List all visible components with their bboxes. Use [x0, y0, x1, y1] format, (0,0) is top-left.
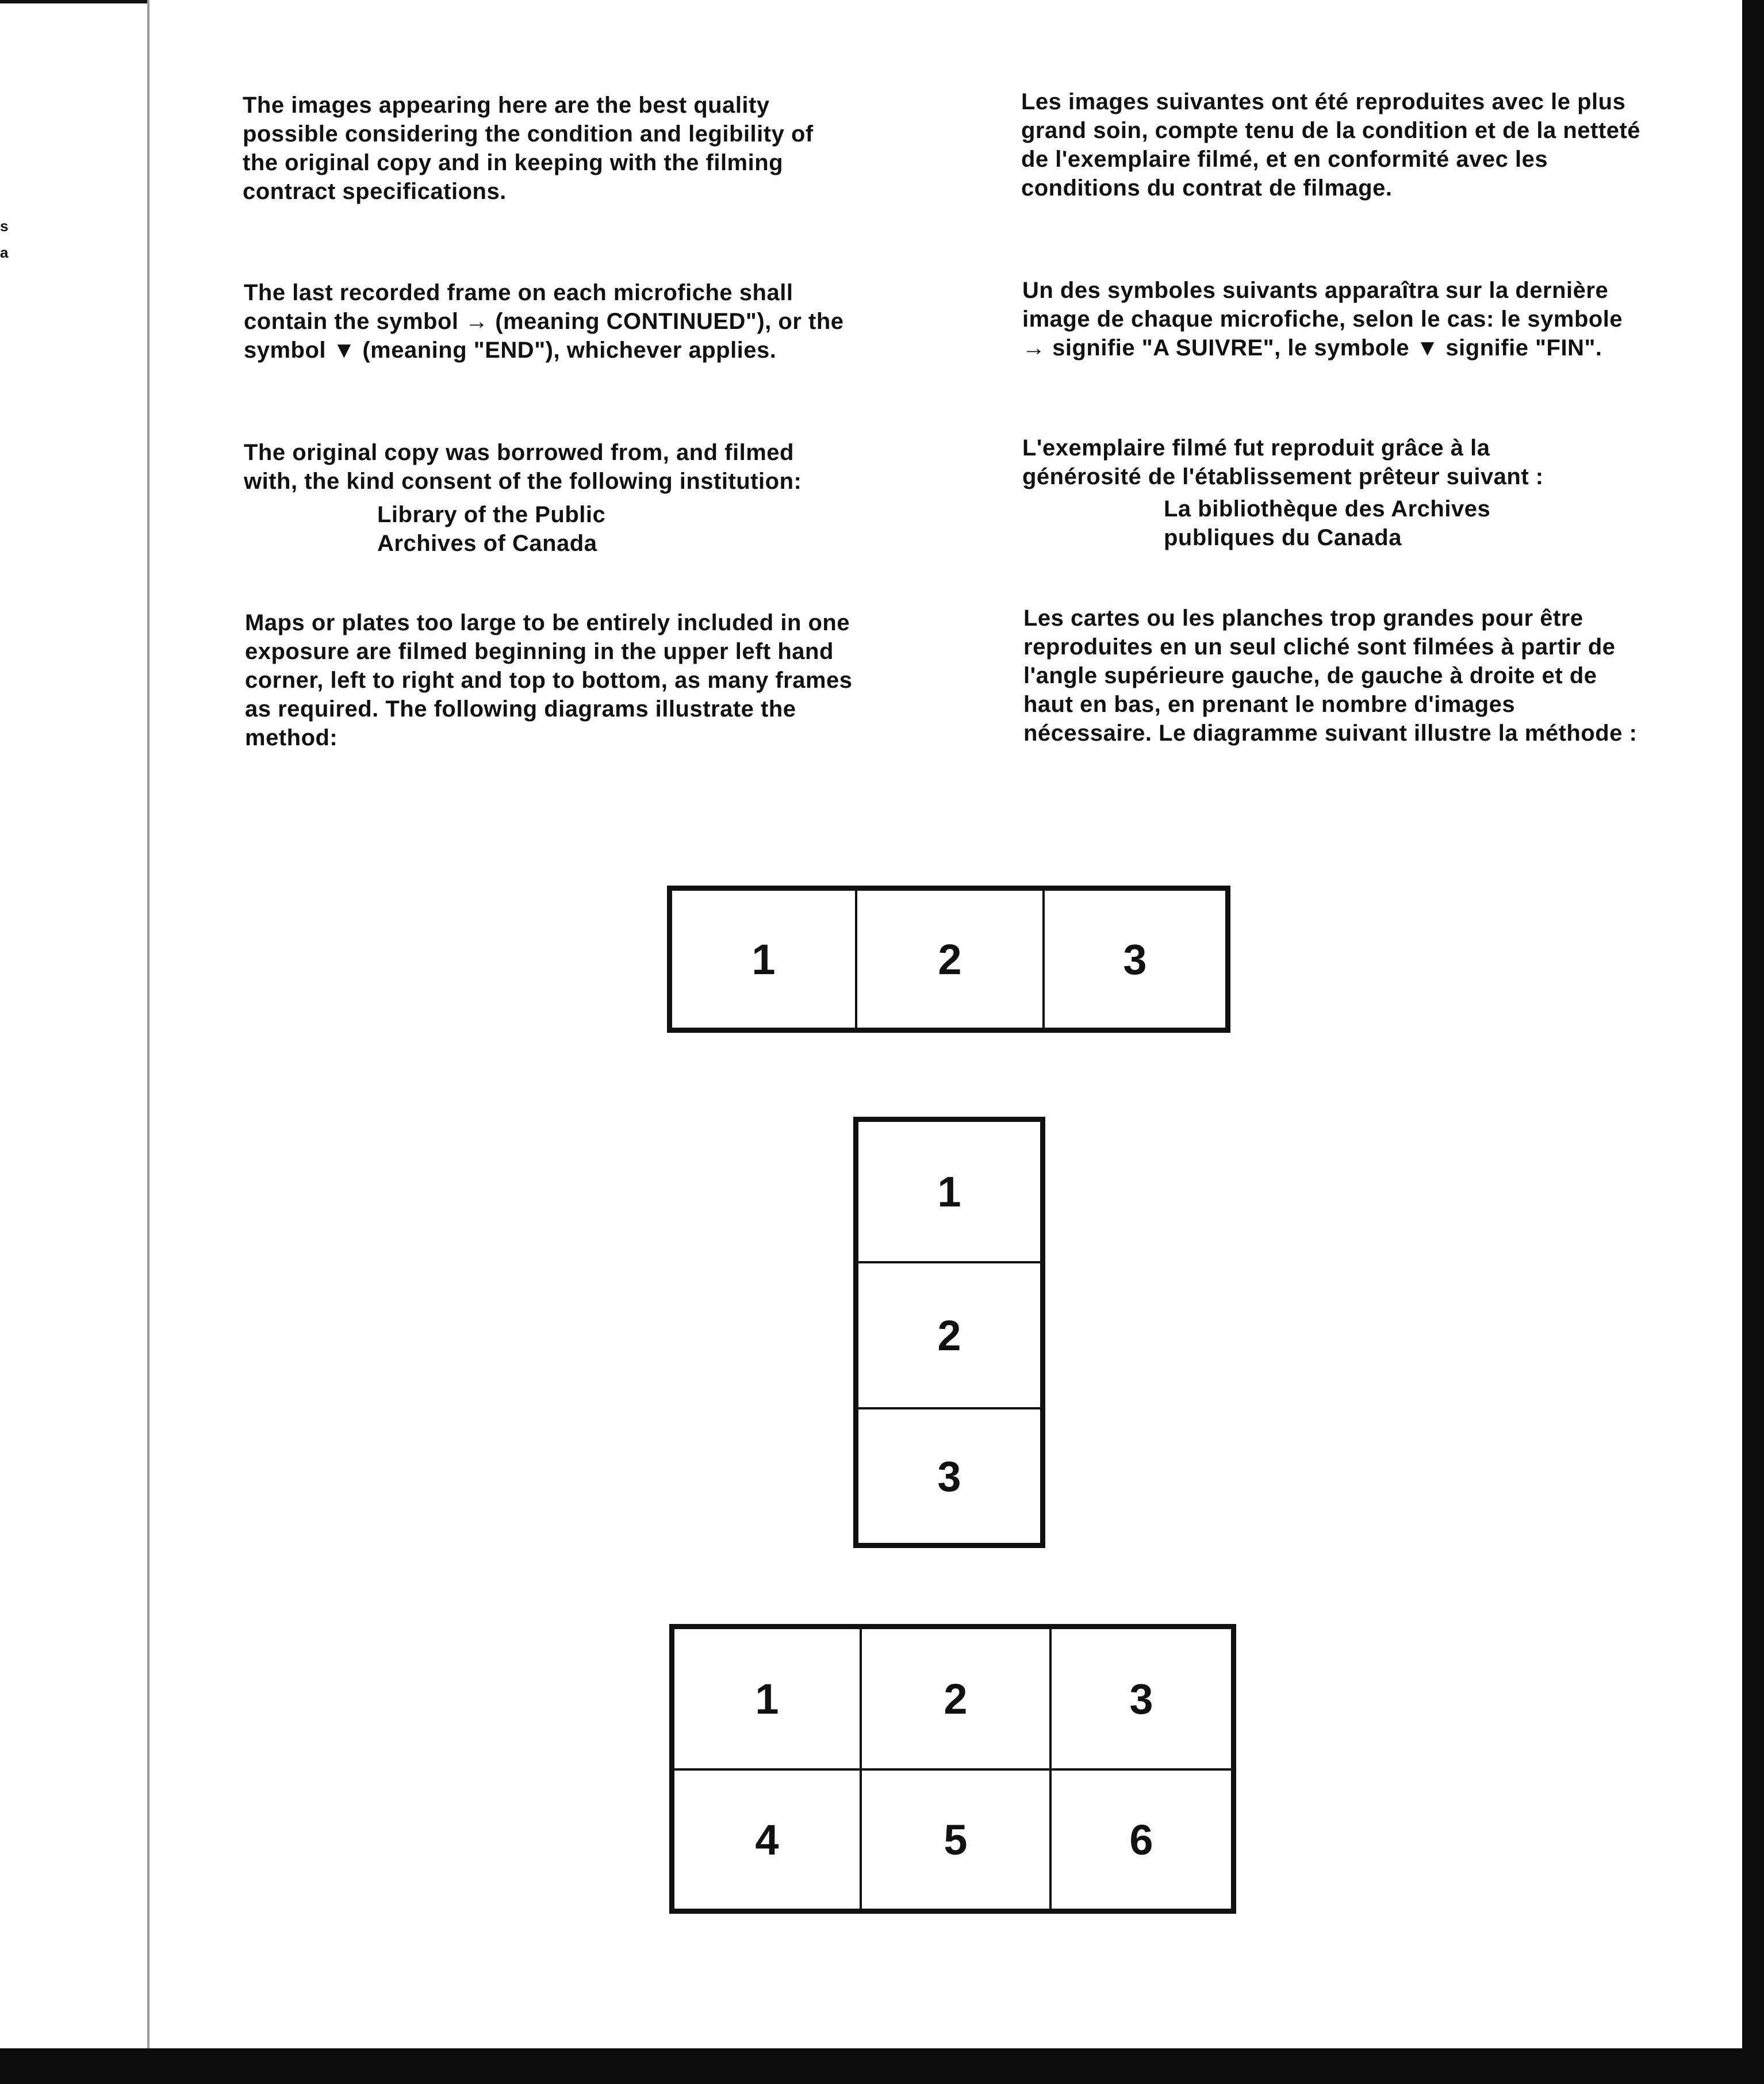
diagram-grid-two-by-three: [669, 1624, 1236, 1914]
film-edge-right: [1742, 0, 1764, 2084]
english-symbol-paragraph: [244, 278, 876, 365]
film-edge-bottom: [0, 2048, 1764, 2084]
french-institution-line1: La bibliothèque des Archives: [1164, 496, 1491, 522]
french-symbol-text-1: Un des symboles suivants apparaîtra sur la dernière image de chaque microfiche, selon le cas: le symbole: [1022, 278, 1623, 332]
diagram-cell: 3: [1050, 1627, 1233, 1770]
english-symbol-text-3: (meaning "END"), whichever applies.: [355, 338, 777, 363]
french-symbol-text-3: signifie "FIN".: [1439, 335, 1602, 361]
diagram-column-of-three: [853, 1117, 1045, 1548]
french-paragraph-borrowed: L'exemplaire filmé fut reproduit grâce à la générosité de l'établissement prêteur suivant :: [1022, 435, 1544, 489]
english-institution-block: [244, 438, 853, 558]
diagram-cell: 2: [860, 1627, 1051, 1770]
french-paragraph-maps: Les cartes ou les planches trop grandes pour être reproduites en un seul cliché sont filmées à partir de l'angle supérieure gauche, de gauche à droite et de haut en bas, en prenant le nombre d'images nécessaire. Le diagramme suivant illustre la méthode :: [1023, 606, 1638, 746]
english-paragraph-maps: Maps or plates too large to be entirely included in one exposure are filmed beginning in the upper left hand corner, left to right and top to bottom, as many frames as required. The following diagrams illustrate the method:: [245, 610, 853, 750]
french-institution-line2: publiques du Canada: [1164, 525, 1402, 550]
diagram-cell: 4: [673, 1769, 861, 1910]
diagram-cell: 6: [1050, 1769, 1233, 1910]
english-institution-line2: Archives of Canada: [377, 531, 597, 556]
diagram-cell: 2: [857, 1262, 1042, 1409]
end-triangle-icon: ▼: [332, 338, 356, 363]
french-maps-block: [1023, 604, 1650, 748]
diagram-cell: 3: [1043, 889, 1227, 1029]
continued-arrow-icon: →: [465, 309, 489, 334]
gutter-fragment: a: [0, 244, 9, 261]
french-symbol-text-2: signifie "A SUIVRE", le symbole: [1045, 335, 1416, 361]
french-symbol-paragraph: [1022, 276, 1643, 362]
english-paragraph-borrowed: The original copy was borrowed from, and filmed with, the kind consent of the following institution:: [244, 440, 802, 494]
english-column: [243, 91, 864, 206]
page-fold-line: [147, 0, 149, 2048]
diagram-cell: 3: [857, 1408, 1042, 1545]
english-symbol-text-1: The last recorded frame on each microfiche shall contain the symbol: [244, 280, 793, 334]
diagram-cell: 2: [856, 889, 1044, 1029]
diagram-cell: 1: [857, 1120, 1042, 1263]
english-maps-block: [245, 608, 854, 752]
french-column: [1021, 87, 1648, 202]
continued-arrow-icon: →: [1022, 335, 1046, 361]
french-paragraph-quality: Les images suivantes ont été reproduites avec le plus grand soin, compte tenu de la condition et de la netteté de l'exemplaire filmé, et en conformité avec les conditions du contrat de filmage.: [1021, 89, 1641, 201]
diagram-cell: 1: [673, 1627, 861, 1770]
diagram-cell: 5: [860, 1769, 1051, 1910]
film-edge-top: [0, 0, 148, 3]
diagram-row-of-three: [667, 886, 1230, 1033]
end-triangle-icon: ▼: [1416, 335, 1439, 361]
english-symbol-text-2: (meaning CONTINUED"), or the symbol: [244, 309, 844, 363]
diagram-cell: 1: [670, 889, 857, 1029]
french-institution-block: [1022, 434, 1632, 552]
english-institution-line1: Library of the Public: [377, 502, 606, 527]
english-paragraph-quality: The images appearing here are the best quality possible considering the condition and legibility of the original copy and in keeping with the filming contract specifications.: [243, 93, 814, 204]
gutter-fragment: s: [0, 217, 9, 235]
